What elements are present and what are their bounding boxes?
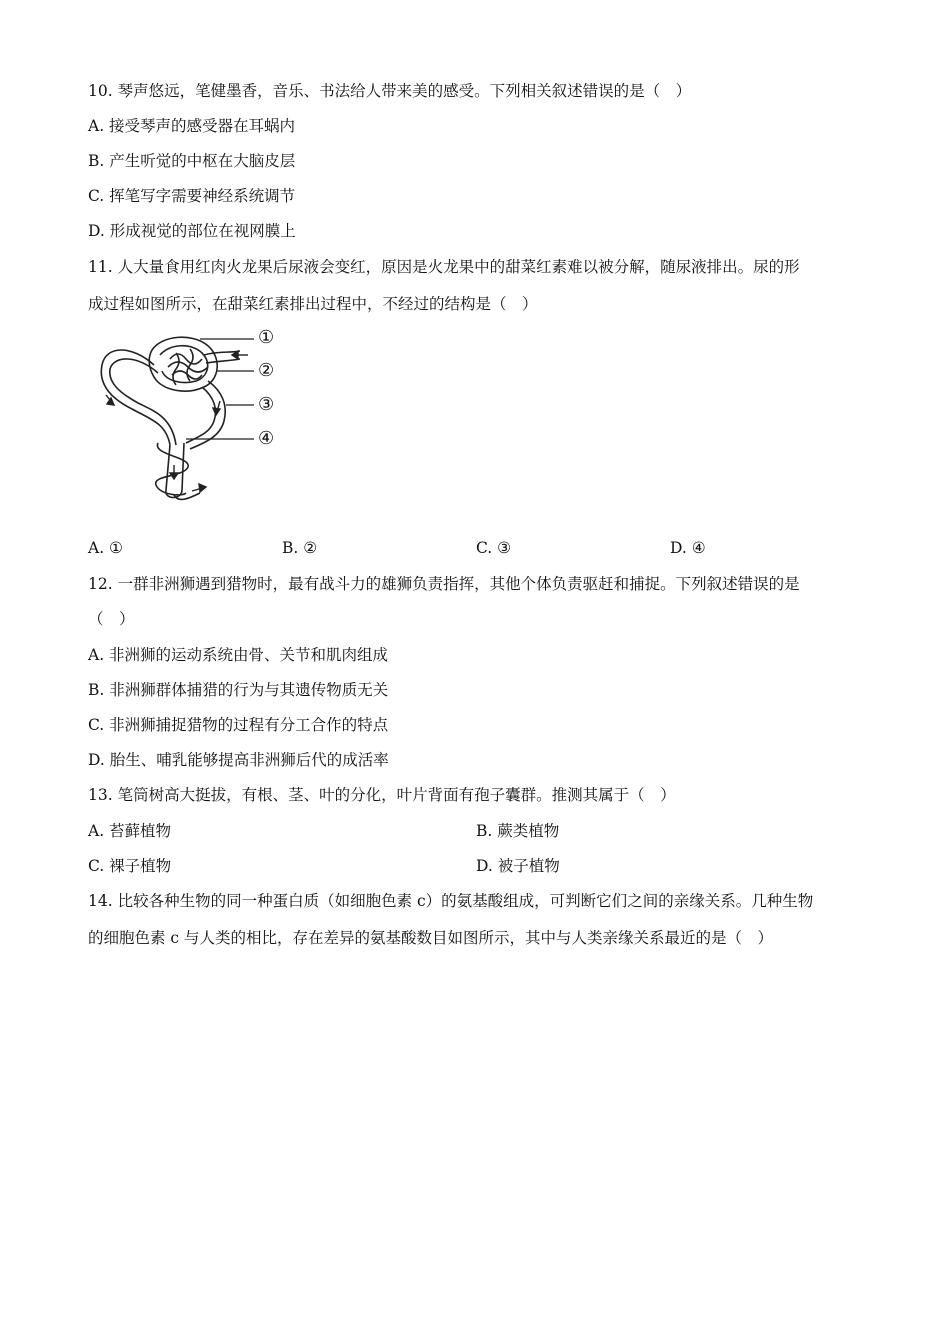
label-2: ② (258, 360, 275, 381)
q12-option-d: D. 胎生、哺乳能够提高非洲狮后代的成活率 (88, 751, 389, 769)
q13-option-b: B. 蕨类植物 (476, 822, 560, 840)
q10-option-a: A. 接受琴声的感受器在耳蜗内 (88, 117, 296, 135)
q13-stem: 13. 笔筒树高大挺拔，有根、茎、叶的分化，叶片背面有孢子囊群。推测其属于（ ） (88, 786, 676, 804)
q12-option-a: A. 非洲狮的运动系统由骨、关节和肌肉组成 (88, 646, 389, 664)
q11-stem-line2: 成过程如图所示，在甜菜红素排出过程中，不经过的结构是（ ） (88, 295, 538, 313)
q12-stem-line2: （ ） (88, 610, 135, 628)
label-3: ③ (258, 394, 275, 415)
q14-stem-line1: 14. 比较各种生物的同一种蛋白质（如细胞色素 c）的氨基酸组成，可判断它们之间的亲缘关系。几种生物 (88, 892, 814, 910)
q13-option-d: D. 被子植物 (476, 857, 560, 875)
q12-option-c: C. 非洲狮捕捉猎物的过程有分工合作的特点 (88, 716, 389, 734)
q10-option-c: C. 挥笔写字需要神经系统调节 (88, 187, 296, 205)
q11-option-d: D. ④ (670, 539, 706, 557)
q13-option-c: C. 裸子植物 (88, 857, 172, 875)
q10-stem: 10. 琴声悠远，笔健墨香，音乐、书法给人带来美的感受。下列相关叙述错误的是（ ） (88, 82, 692, 100)
q11-option-a: A. ① (88, 539, 123, 557)
q11-option-b: B. ② (282, 539, 318, 557)
q13-option-a: A. 苔藓植物 (88, 822, 172, 840)
q10-option-d: D. 形成视觉的部位在视网膜上 (88, 222, 296, 240)
label-1: ① (258, 327, 275, 348)
q11-stem-line1: 11. 人大量食用红肉火龙果后尿液会变红，原因是火龙果中的甜菜红素难以被分解，随尿液排出。尿的形 (88, 258, 800, 276)
nephron-drawing (92, 325, 292, 510)
label-4: ④ (258, 428, 275, 449)
q12-stem-line1: 12. 一群非洲狮遇到猎物时，最有战斗力的雄狮负责指挥，其他个体负责驱赶和捕捉。下列叙述错误的是 (88, 575, 800, 593)
q11-option-c: C. ③ (476, 539, 512, 557)
q12-option-b: B. 非洲狮群体捕猎的行为与其遗传物质无关 (88, 681, 389, 699)
q10-option-b: B. 产生听觉的中枢在大脑皮层 (88, 152, 296, 170)
q14-stem-line2: 的细胞色素 c 与人类的相比，存在差异的氨基酸数目如图所示，其中与人类亲缘关系最近的是（ ） (88, 929, 774, 947)
nephron-diagram (92, 325, 292, 510)
